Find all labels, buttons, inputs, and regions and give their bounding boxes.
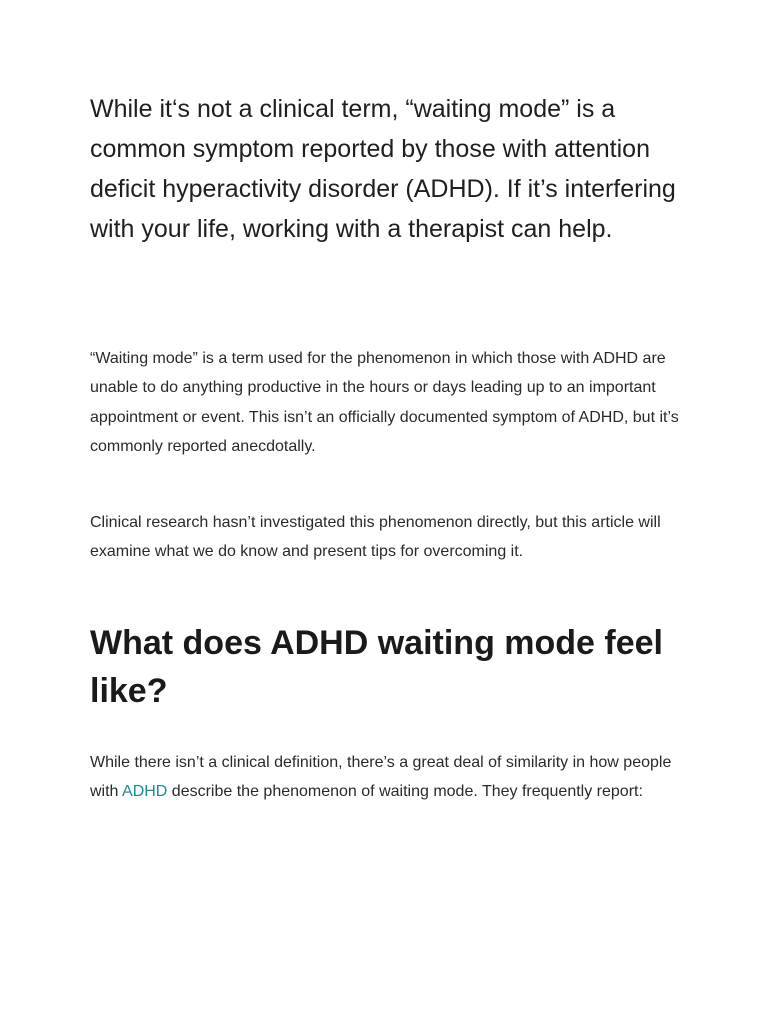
paragraph-similarity — [90, 748, 680, 807]
paragraph-waiting-mode-definition: “Waiting mode” is a term used for the phenomenon in which those with ADHD are unable to do anything productive in the hours or days leading up to an important appointment or event. This isn’t an officially documented symptom of ADHD, but it’s commonly reported anecdotally. — [90, 350, 679, 455]
intro-paragraph: While it‘s not a clinical term, “waiting mode” is a common symptom reported by those with attention deficit hyperactivity disorder (ADHD). If it’s interfering with your life, working with a therapist can help. — [90, 95, 676, 243]
paragraph-text-before-link: While there isn’t a clinical definition, there’s a great deal of similarity in how people with — [90, 754, 672, 801]
paragraph-text-after-link: describe the phenomenon of waiting mode. They frequently report: — [167, 783, 643, 801]
section-heading: What does ADHD waiting mode feel like? — [90, 624, 664, 710]
paragraph-research-note: Clinical research hasn’t investigated this phenomenon directly, but this article will examine what we do know and present tips for overcoming it. — [90, 514, 661, 561]
adhd-link[interactable]: ADHD — [122, 783, 168, 801]
